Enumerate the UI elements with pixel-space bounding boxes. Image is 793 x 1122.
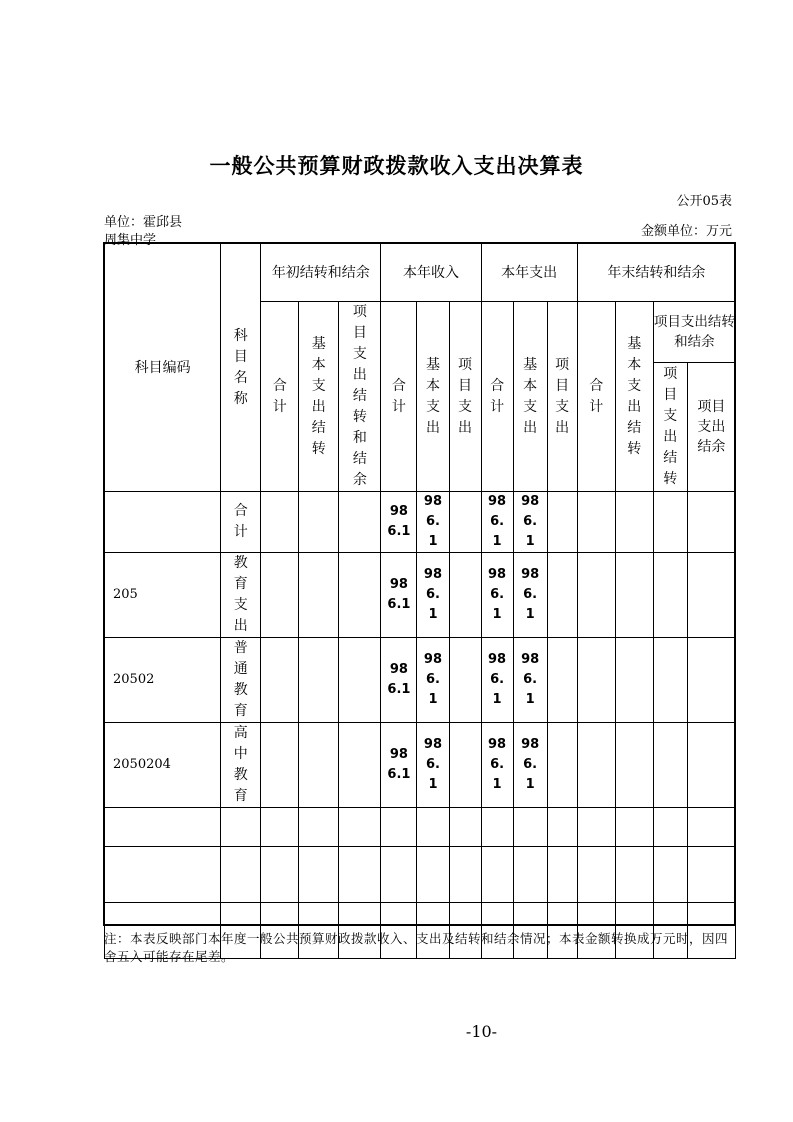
header-expense-basic: 基本支出 (513, 302, 547, 492)
header-group-income: 本年收入 (381, 244, 481, 302)
row-expense-total: 986.1 (481, 723, 513, 808)
table-row (105, 553, 736, 638)
header-income-project: 项目支出 (449, 302, 481, 492)
row-income-total: 986.1 (381, 492, 417, 553)
row-expense-basic: 986.1 (513, 553, 547, 638)
row-code: 2050204 (105, 723, 221, 808)
row-income-basic: 986.1 (417, 492, 449, 553)
row-expense-basic: 986.1 (513, 492, 547, 553)
header-begin-project: 项目支出结转和结余 (339, 302, 381, 492)
budget-table (104, 243, 736, 959)
page-title: 一般公共预算财政拨款收入支出决算表 (209, 154, 584, 178)
header-end-project-group: 项目支出结转和结余 (653, 302, 735, 363)
unit-label: 单位：霍邱县 (104, 215, 183, 230)
empty-row (105, 808, 736, 847)
row-income-total: 986.1 (381, 638, 417, 723)
table-row (105, 638, 736, 723)
header-group-end: 年末结转和结余 (577, 244, 735, 302)
header-expense-total: 合计 (481, 302, 513, 492)
table-row (105, 723, 736, 808)
row-expense-basic: 986.1 (513, 638, 547, 723)
table-row (105, 492, 736, 553)
row-income-total: 986.1 (381, 553, 417, 638)
row-name: 合计 (221, 492, 261, 553)
row-code (105, 492, 221, 553)
header-begin-total: 合计 (261, 302, 299, 492)
header-income-basic: 基本支出 (417, 302, 449, 492)
header-code: 科目编码 (105, 244, 221, 492)
header-income-total: 合计 (381, 302, 417, 492)
row-expense-total: 986.1 (481, 638, 513, 723)
row-name: 高中教育 (221, 723, 261, 808)
row-income-basic: 986.1 (417, 638, 449, 723)
row-expense-total: 986.1 (481, 553, 513, 638)
row-code: 205 (105, 553, 221, 638)
form-number: 公开05表 (676, 194, 732, 209)
header-name: 科目名称 (221, 244, 261, 492)
row-expense-total: 986.1 (481, 492, 513, 553)
row-income-basic: 986.1 (417, 553, 449, 638)
header-expense-project: 项目支出 (547, 302, 577, 492)
header-group-begin: 年初结转和结余 (261, 244, 381, 302)
header-end-project-carry: 项目支出结转 (653, 362, 687, 491)
header-group-expense: 本年支出 (481, 244, 577, 302)
footnote: 注：本表反映部门本年度一般公共预算财政拨款收入、支出及结转和结余情况；本表金额转换成万元时，因四舍五入可能存在尾差。 (104, 931, 729, 964)
row-code: 20502 (105, 638, 221, 723)
currency-unit: 金额单位：万元 (640, 224, 732, 239)
header-end-basic: 基本支出结转 (615, 302, 653, 492)
header-end-project-balance: 项目支出结余 (687, 362, 735, 491)
unit-name: 周集中学 (104, 233, 157, 248)
row-expense-basic: 986.1 (513, 723, 547, 808)
empty-row (105, 847, 736, 903)
row-income-total: 986.1 (381, 723, 417, 808)
row-name: 教育支出 (221, 553, 261, 638)
page-number: -10- (465, 1022, 498, 1041)
row-income-basic: 986.1 (417, 723, 449, 808)
row-name: 普通教育 (221, 638, 261, 723)
header-begin-basic: 基本支出结转 (299, 302, 339, 492)
header-end-total: 合计 (577, 302, 615, 492)
